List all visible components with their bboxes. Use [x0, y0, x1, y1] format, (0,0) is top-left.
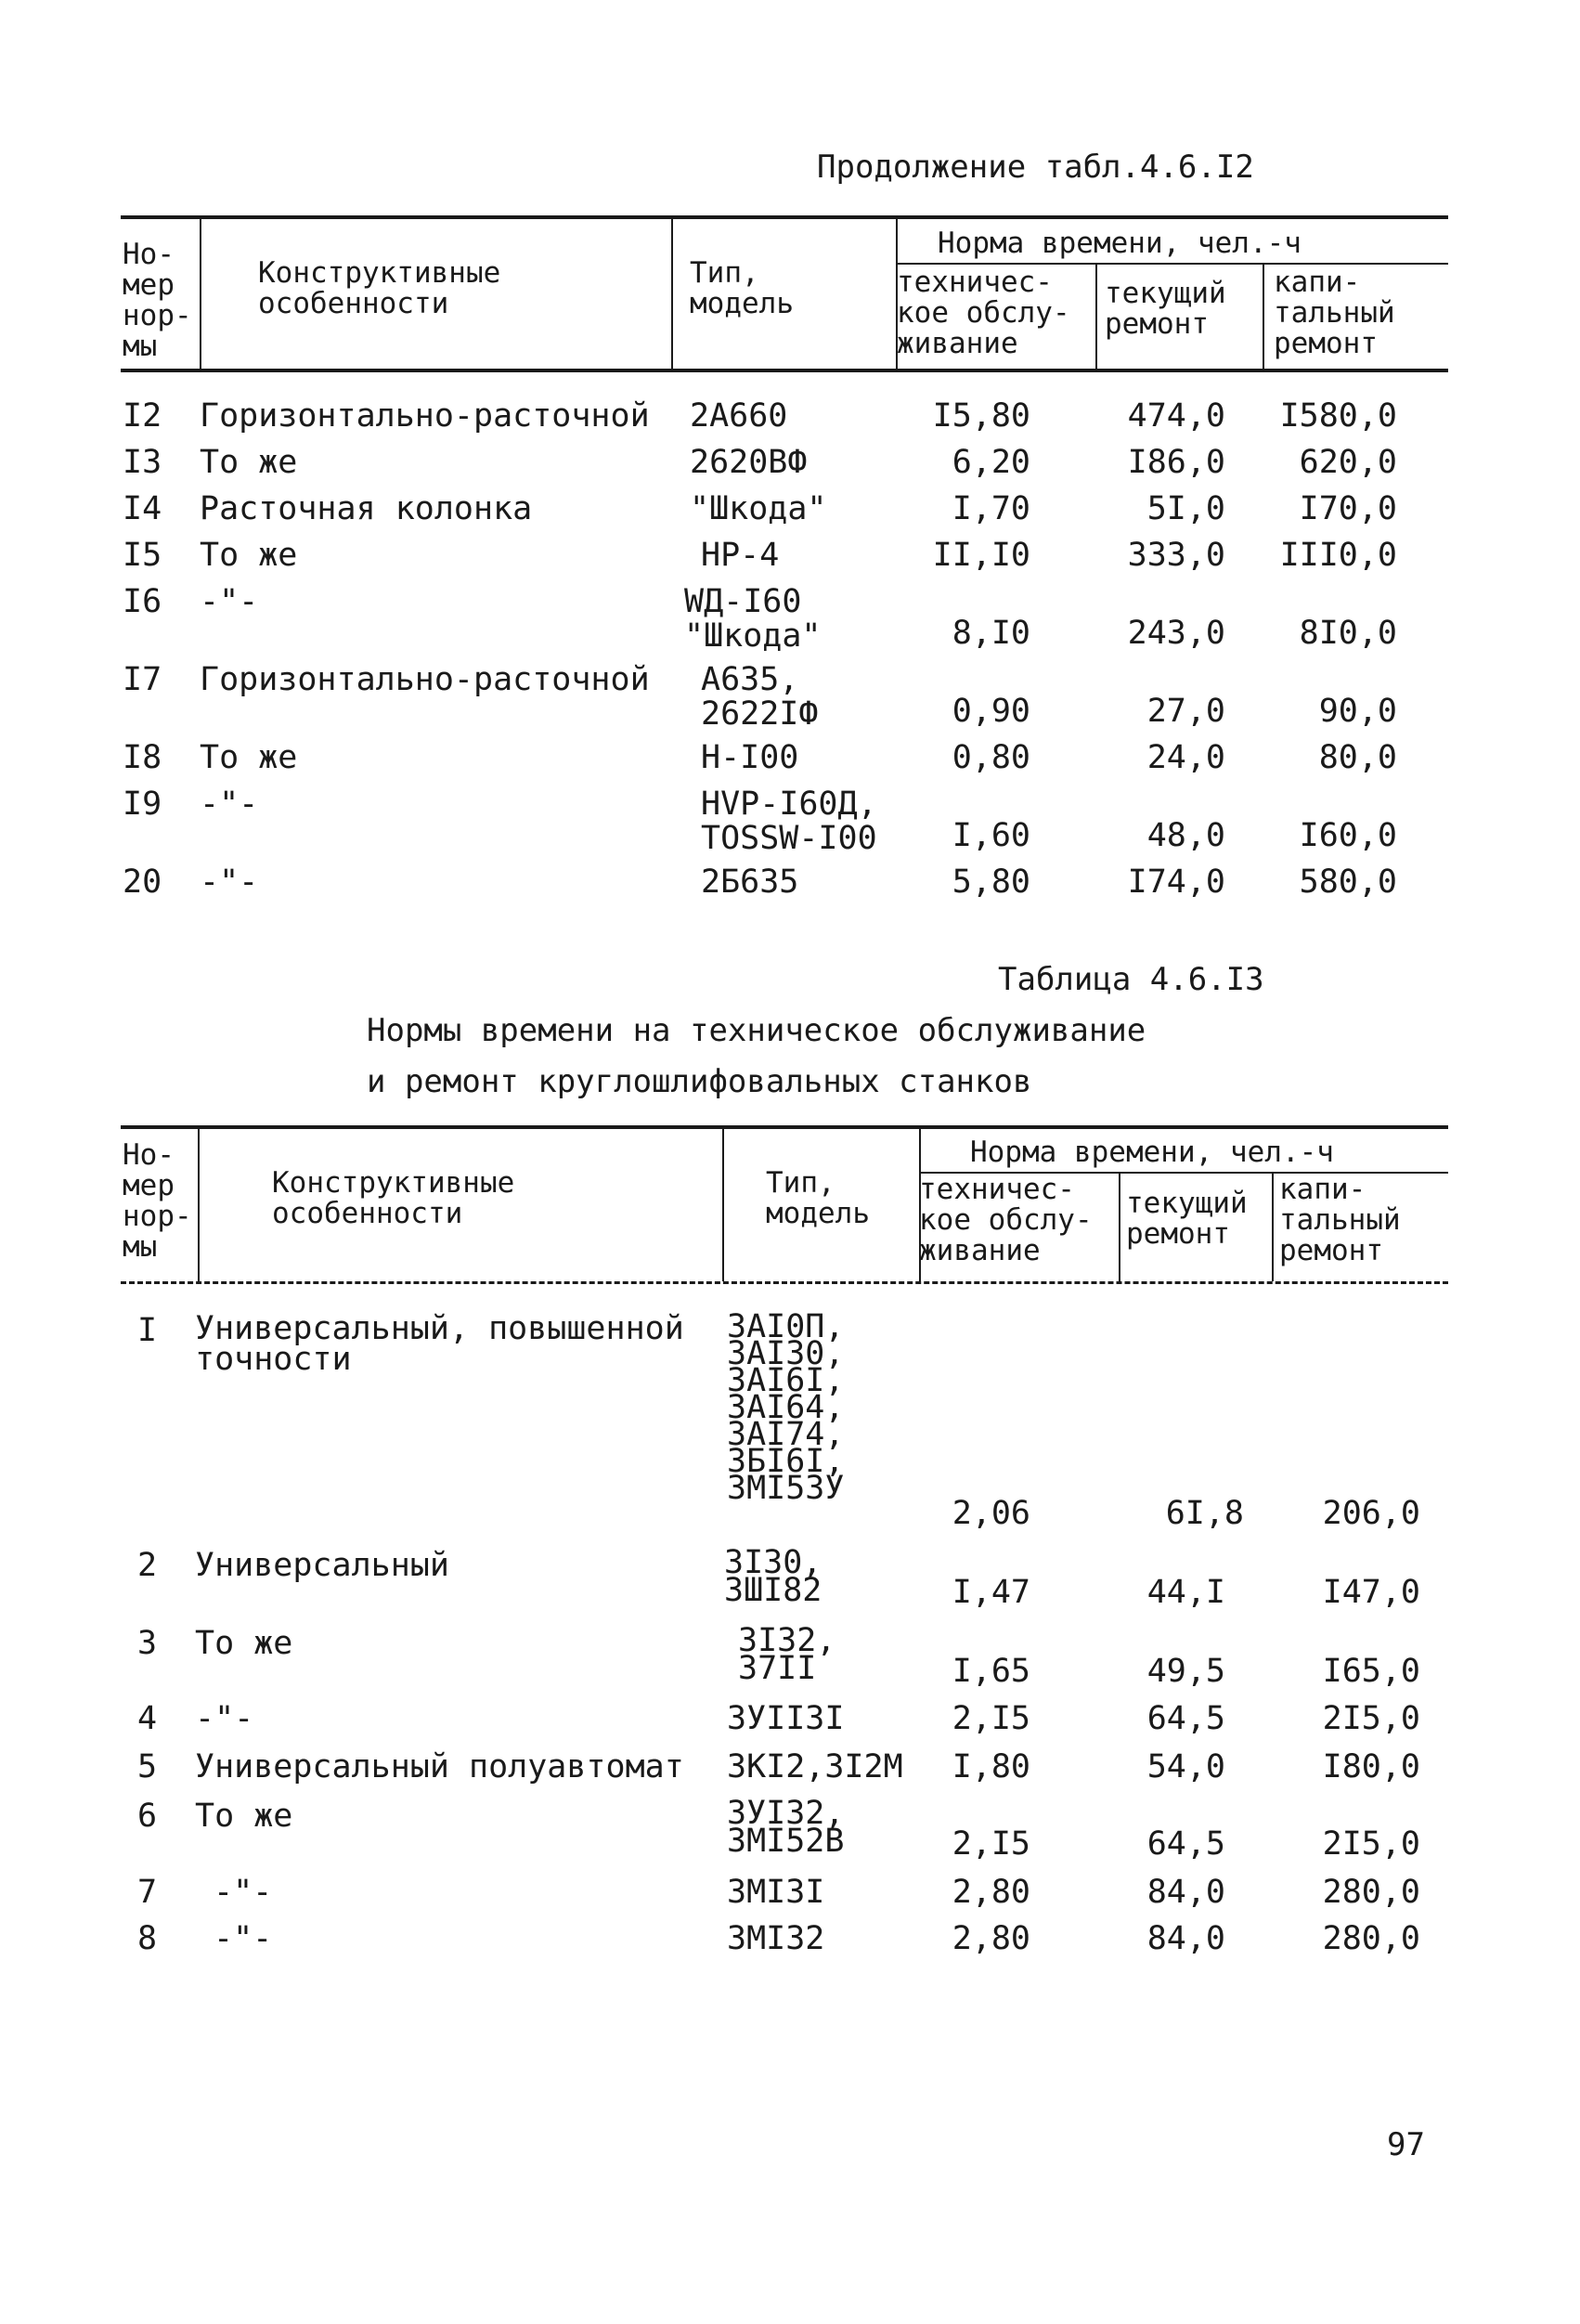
table1-col-divider [671, 217, 673, 369]
row-capital-repair: 206,0 [1322, 1495, 1420, 1532]
row-model: А635, 2622IФ [701, 661, 819, 733]
row-model: НVР-I60Д, ТОSSW-I00 [701, 785, 877, 857]
row-feature: Горизонтально-расточной [200, 397, 650, 435]
row-feature: То же [200, 537, 298, 574]
row-current-repair: 5I,0 [1146, 490, 1225, 527]
row-number: I4 [123, 490, 162, 527]
row-current-repair: 333,0 [1127, 537, 1225, 574]
row-maintenance: 0,80 [952, 739, 1030, 776]
row-maintenance: II,I0 [932, 537, 1030, 574]
table2-header-model: Тип, модель [766, 1166, 870, 1230]
table1-col-divider [200, 217, 201, 369]
table2-header-features: Конструктивные особенности [272, 1166, 515, 1230]
table1-header-capital-repair: капи- тальный ремонт [1274, 266, 1395, 360]
row-number: I7 [123, 661, 162, 698]
row-current-repair: 54,0 [1146, 1748, 1225, 1785]
table2-col-divider [1119, 1174, 1120, 1281]
row-number: I8 [123, 739, 162, 776]
row-maintenance: 0,90 [952, 693, 1030, 730]
row-feature: Расточная колонка [200, 490, 533, 527]
row-maintenance: 5,80 [952, 863, 1030, 901]
table2-label: Таблица 4.6.I3 [998, 961, 1264, 998]
row-number: 2 [137, 1547, 158, 1584]
row-model: Н-I00 [701, 739, 799, 776]
row-model: 2Б635 [701, 863, 799, 901]
table1-header-bottom-rule [121, 369, 1448, 372]
row-current-repair: 49,5 [1146, 1653, 1225, 1690]
row-current-repair: I74,0 [1127, 863, 1225, 901]
row-number: I3 [123, 444, 162, 481]
table2-top-rule [121, 1125, 1448, 1129]
row-current-repair: 84,0 [1146, 1874, 1225, 1911]
row-capital-repair: 8I0,0 [1299, 615, 1397, 652]
row-capital-repair: 2I5,0 [1322, 1825, 1420, 1863]
row-model: НР-4 [701, 537, 780, 574]
row-current-repair: 243,0 [1127, 615, 1225, 652]
row-feature: То же [200, 444, 298, 481]
row-current-repair: 84,0 [1146, 1920, 1225, 1957]
table2-header-capital-repair: капи- тальный ремонт [1279, 1173, 1401, 1267]
row-capital-repair: I65,0 [1322, 1653, 1420, 1690]
row-maintenance: 6,20 [952, 444, 1030, 481]
row-maintenance: I,70 [952, 490, 1030, 527]
table2-col-divider [722, 1127, 724, 1281]
row-feature: -"- [200, 863, 259, 901]
table2-header-bottom-rule [121, 1281, 1448, 1284]
table1-top-rule [121, 215, 1448, 219]
row-capital-repair: 580,0 [1299, 863, 1397, 901]
row-feature: -"- [214, 1920, 273, 1957]
row-current-repair: 48,0 [1146, 817, 1225, 854]
row-model: 3МI3I [727, 1874, 825, 1911]
continuation-caption: Продолжение табл.4.6.I2 [817, 149, 1254, 186]
row-capital-repair: 280,0 [1322, 1874, 1420, 1911]
row-model: 2620ВФ [690, 444, 808, 481]
row-maintenance: 2,I5 [952, 1825, 1030, 1863]
row-number: 5 [137, 1748, 158, 1785]
row-number: I [137, 1312, 158, 1349]
row-maintenance: 2,I5 [952, 1700, 1030, 1737]
row-maintenance: 2,80 [952, 1874, 1030, 1911]
table1-header-norm-group: Норма времени, чел.-ч [938, 227, 1302, 260]
row-capital-repair: I80,0 [1322, 1748, 1420, 1785]
row-capital-repair: 620,0 [1299, 444, 1397, 481]
row-number: 8 [137, 1920, 158, 1957]
row-capital-repair: I580,0 [1279, 397, 1397, 435]
row-capital-repair: 280,0 [1322, 1920, 1420, 1957]
row-number: 4 [137, 1700, 158, 1737]
row-capital-repair: 90,0 [1318, 693, 1397, 730]
row-model: 3КI2,3I2М [727, 1748, 903, 1785]
table2-title-line2: и ремонт круглошлифовальных станков [367, 1063, 1032, 1100]
table2-header-norm-group: Норма времени, чел.-ч [970, 1136, 1334, 1169]
row-model: 3АI0П, 3АI30, 3АI6I, 3АI64, 3АI74, 3БI6I, 3МI53У [727, 1308, 845, 1507]
row-maintenance: 2,06 [952, 1495, 1030, 1532]
row-feature: Универсальный полуавтомат [195, 1748, 684, 1785]
row-maintenance: 8,I0 [952, 615, 1030, 652]
row-number: I9 [123, 785, 162, 823]
table2-header-maintenance: техничес- кое обслу- живание [919, 1173, 1093, 1267]
row-capital-repair: I70,0 [1299, 490, 1397, 527]
row-capital-repair: I60,0 [1299, 817, 1397, 854]
row-number: 7 [137, 1874, 158, 1911]
row-maintenance: I,65 [952, 1653, 1030, 1690]
row-model: 3МI32 [727, 1920, 825, 1957]
row-model: "Шкода" [690, 490, 827, 527]
row-model: 3I30, 3ШI82 [724, 1544, 822, 1609]
table1-header-maintenance: техничес- кое обслу- живание [897, 266, 1070, 360]
row-model: 3УI32, 3МI52В [727, 1795, 845, 1860]
row-current-repair: 24,0 [1146, 739, 1225, 776]
row-model: WД-I60 "Шкода" [684, 583, 822, 655]
row-feature: -"- [214, 1874, 273, 1911]
row-number: I6 [123, 583, 162, 620]
row-feature: То же [195, 1798, 293, 1835]
row-feature: То же [200, 739, 298, 776]
page-number: 97 [1387, 2126, 1425, 2163]
row-maintenance: I5,80 [932, 397, 1030, 435]
table1-header-features: Конструктивные особенности [258, 256, 501, 320]
table2-title-line1: Нормы времени на техническое обслуживание [367, 1012, 1146, 1049]
table2-header-number: Но- мер нор- мы [123, 1138, 192, 1264]
table1-header-number: Но- мер нор- мы [123, 238, 192, 363]
row-maintenance: I,47 [952, 1574, 1030, 1611]
row-number: I2 [123, 397, 162, 435]
row-model: 3УII3I [727, 1700, 845, 1737]
row-feature: То же [195, 1625, 293, 1662]
row-model: 2А660 [690, 397, 788, 435]
row-capital-repair: III0,0 [1279, 537, 1397, 574]
table2-col-divider [1272, 1174, 1274, 1281]
table1-subheader-rule [896, 263, 1448, 265]
row-number: 6 [137, 1798, 158, 1835]
row-maintenance: I,80 [952, 1748, 1030, 1785]
row-feature: -"- [200, 785, 259, 823]
row-current-repair: 64,5 [1146, 1700, 1225, 1737]
row-capital-repair: 2I5,0 [1322, 1700, 1420, 1737]
row-maintenance: 2,80 [952, 1920, 1030, 1957]
row-feature: -"- [200, 583, 259, 620]
row-model: 3I32, 37II [738, 1622, 836, 1687]
table1-col-divider [1263, 265, 1264, 369]
row-current-repair: I86,0 [1127, 444, 1225, 481]
row-feature: Универсальный [195, 1547, 449, 1584]
row-current-repair: 6I,8 [1165, 1495, 1244, 1532]
table1-col-divider [1095, 265, 1097, 369]
row-feature: -"- [195, 1700, 254, 1737]
table2-header-current-repair: текущий ремонт [1126, 1187, 1248, 1251]
row-maintenance: I,60 [952, 817, 1030, 854]
row-number: 3 [137, 1625, 158, 1662]
row-number: 20 [123, 863, 162, 901]
row-current-repair: 44,I [1146, 1574, 1225, 1611]
row-feature: Универсальный, повышенной точности [195, 1310, 684, 1378]
row-capital-repair: I47,0 [1322, 1574, 1420, 1611]
table1-header-model: Тип, модель [690, 256, 794, 320]
row-feature: Горизонтально-расточной [200, 661, 650, 698]
row-number: I5 [123, 537, 162, 574]
row-current-repair: 27,0 [1146, 693, 1225, 730]
row-current-repair: 64,5 [1146, 1825, 1225, 1863]
row-current-repair: 474,0 [1127, 397, 1225, 435]
row-capital-repair: 80,0 [1318, 739, 1397, 776]
table1-header-current-repair: текущий ремонт [1105, 277, 1226, 341]
table2-col-divider [198, 1127, 200, 1281]
